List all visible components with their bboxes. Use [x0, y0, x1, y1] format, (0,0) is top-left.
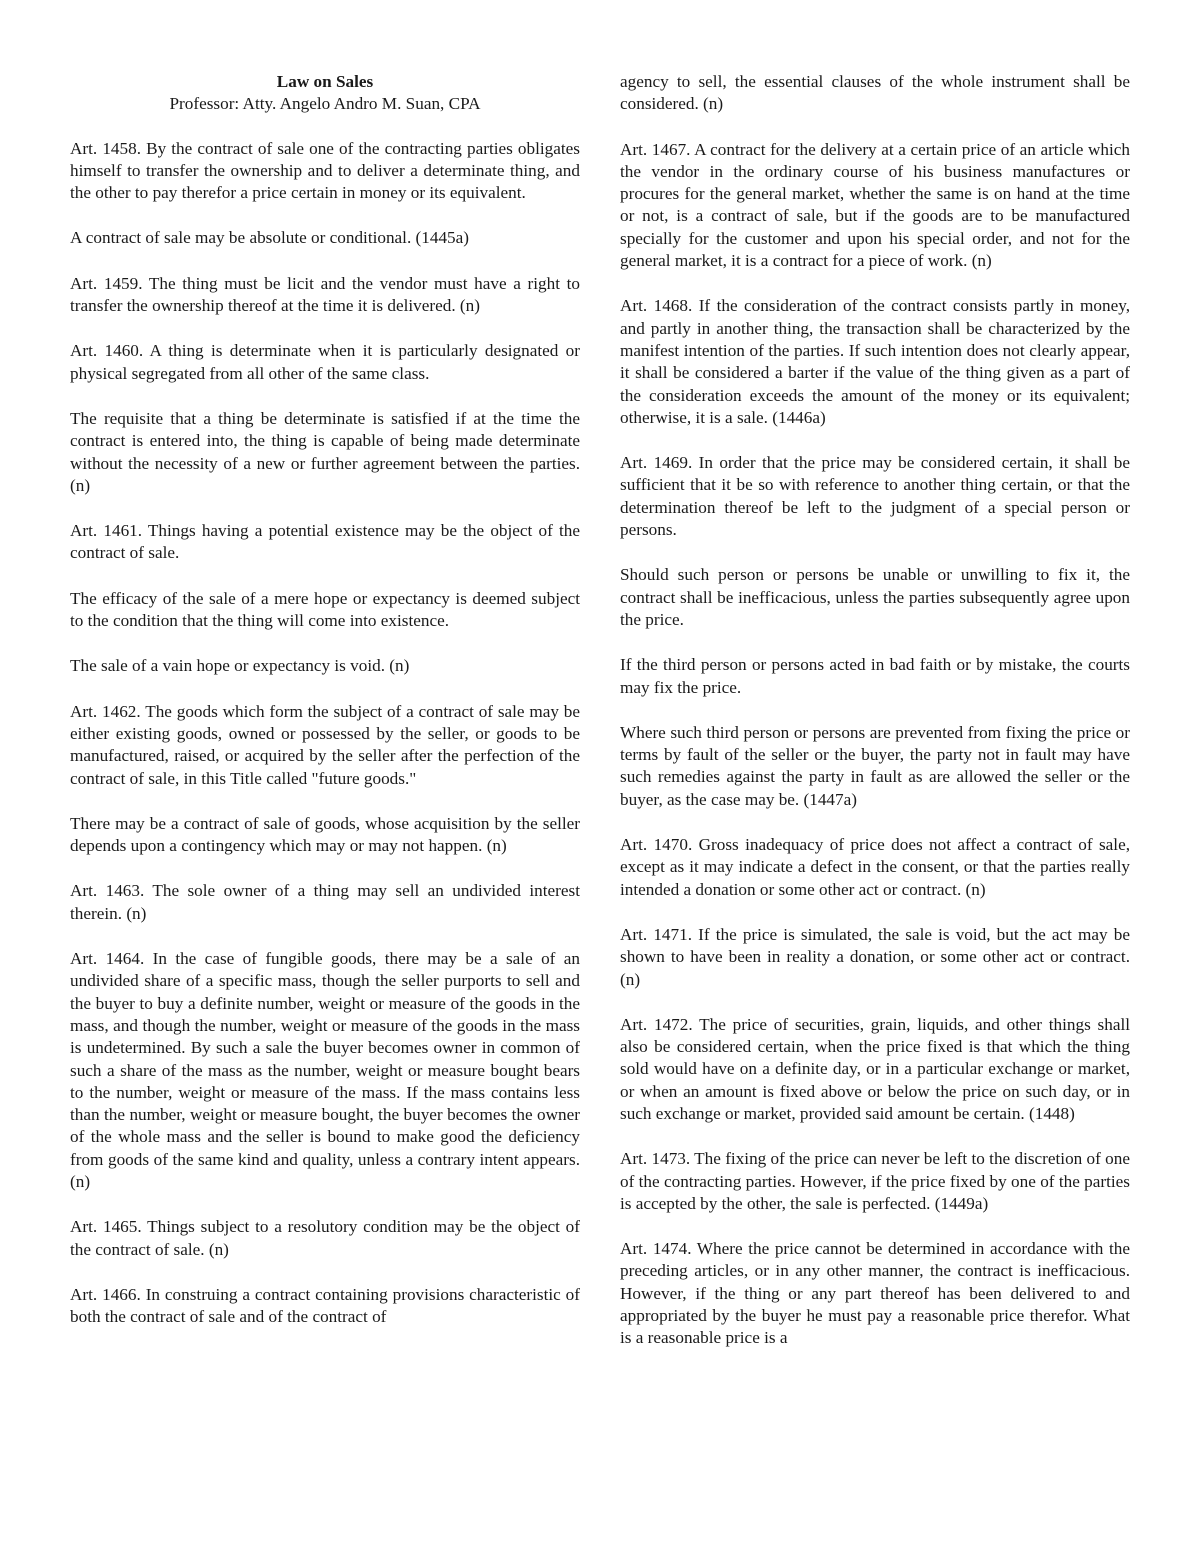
document-title: Law on Sales: [276, 72, 374, 91]
paragraph: Art. 1471. If the price is simulated, the sale is void, but the act may be shown to have been in reality a donation, or some other act or contract. (n): [620, 924, 1130, 989]
paragraph: agency to sell, the essential clauses of the whole instrument shall be considered. (n): [620, 72, 1130, 114]
paragraph: Art. 1465. Things subject to a resolutory condition may be the object of the contract of sale. (n): [70, 1217, 580, 1259]
paragraph: The requisite that a thing be determinate is satisfied if at the time the contract is entered into, the thing is capable of being made determinate without the necessity of a new or further agreement between the parties. (n): [70, 408, 580, 495]
paragraph: Should such person or persons be unable or unwilling to fix it, the contract shall be inefficacious, unless the parties subsequently agree upon the price.: [620, 565, 1130, 629]
document-subtitle: Professor: Atty. Angelo Andro M. Suan, CPA: [169, 94, 481, 114]
paragraph: Art. 1463. The sole owner of a thing may sell an undivided interest therein. (n): [70, 881, 580, 923]
paragraph: Art. 1458. By the contract of sale one of the contracting parties obligates himself to transfer the ownership and to deliver a determinate thing, and the other to pay therefor a price certain in money or its equivalent.: [70, 138, 580, 203]
paragraph: A contract of sale may be absolute or conditional. (1445a): [70, 228, 470, 248]
paragraph: Art. 1460. A thing is determinate when it is particularly designated or physical segregated from all other of the same class.: [70, 341, 580, 383]
paragraph: Art. 1467. A contract for the delivery at a certain price of an article which the vendor in the ordinary course of his business manufactures or procures for the general market, whether the same is on hand at the time or not, is a contract of sale, but if the goods are to be manufactured specially for the customer and upon his special order, and not for the general market, it is a contract for a piece of work. (n): [620, 139, 1130, 271]
paragraph: Art. 1472. The price of securities, grain, liquids, and other things shall also be considered certain, when the price fixed is that which the thing sold would have on a definite day, or in a particular exchange or market, or when an amount is fixed above or below the price on such day, or in such exchange or market, provided said amount be certain. (1448): [620, 1014, 1130, 1123]
paragraph: The sale of a vain hope or expectancy is void. (n): [70, 656, 410, 676]
paragraph: Art. 1461. Things having a potential existence may be the object of the contract of sale.: [70, 521, 580, 563]
paragraph: Where such third person or persons are prevented from fixing the price or terms by fault of the seller or the buyer, the party not in fault may have such remedies against the party in fault as are allowed the seller or the buyer, as the case may be. (1447a): [620, 722, 1130, 809]
left-column: [70, 71, 580, 1328]
paragraph: Art. 1474. Where the price cannot be determined in accordance with the preceding articles, or in any other manner, the contract is inefficacious. However, if the thing or any part thereof has been delivered to and appropriated by the buyer he must pay a reasonable price therefor. What is a reasonable price is a: [620, 1239, 1130, 1348]
paragraph: Art. 1462. The goods which form the subject of a contract of sale may be either existing goods, owned or possessed by the seller, or goods to be manufactured, raised, or acquired by the seller after the perfection of the contract of sale, in this Title called "future goods.": [70, 701, 580, 788]
right-column: [620, 71, 1130, 1350]
paragraph: If the third person or persons acted in bad faith or by mistake, the courts may fix the price.: [620, 655, 1130, 697]
paragraph: Art. 1466. In construing a contract containing provisions characteristic of both the contract of sale and of the contract of: [70, 1284, 580, 1327]
paragraph: Art. 1469. In order that the price may be considered certain, it shall be sufficient that it be so with reference to another thing certain, or that the determination thereof be left to the judgment of a special person or persons.: [620, 453, 1130, 540]
paragraph: Art. 1473. The fixing of the price can never be left to the discretion of one of the contracting parties. However, if the price fixed by one of the parties is accepted by the other, the sale is perfected. (1449a): [620, 1149, 1130, 1213]
paragraph: Art. 1468. If the consideration of the contract consists partly in money, and partly in another thing, the transaction shall be characterized by the manifest intention of the parties. If such intention does not clearly appear, it shall be considered a barter if the value of the thing given as a part of the consideration exceeds the amount of the money or its equivalent; otherwise, it is a sale. (1446a): [620, 296, 1130, 427]
paragraph: Art. 1470. Gross inadequacy of price does not affect a contract of sale, except as it may indicate a defect in the consent, or that the parties really intended a donation or some other act or contract. (n): [620, 835, 1130, 899]
paragraph: The efficacy of the sale of a mere hope or expectancy is deemed subject to the condition that the thing will come into existence.: [70, 588, 580, 631]
paragraph: Art. 1464. In the case of fungible goods, there may be a sale of an undivided share of a specific mass, though the seller purports to sell and the buyer to buy a definite number, weight or measure of the goods in the mass, and though the number, weight or measure of the goods in the mass is undetermined. By such a sale the buyer becomes owner in common of such a share of the mass as the number, weight or measure bought bears to the number, weight or measure of the mass. If the mass contains less than the number, weight or measure bought, the buyer becomes the owner of the whole mass and the seller is bound to make good the deficiency from goods of the same kind and quality, unless a contrary intent appears. (n): [70, 949, 580, 1191]
paragraph: There may be a contract of sale of goods, whose acquisition by the seller depends upon a contingency which may or may not happen. (n): [70, 813, 580, 856]
paragraph: Art. 1459. The thing must be licit and the vendor must have a right to transfer the ownership thereof at the time it is delivered. (n): [70, 273, 580, 316]
